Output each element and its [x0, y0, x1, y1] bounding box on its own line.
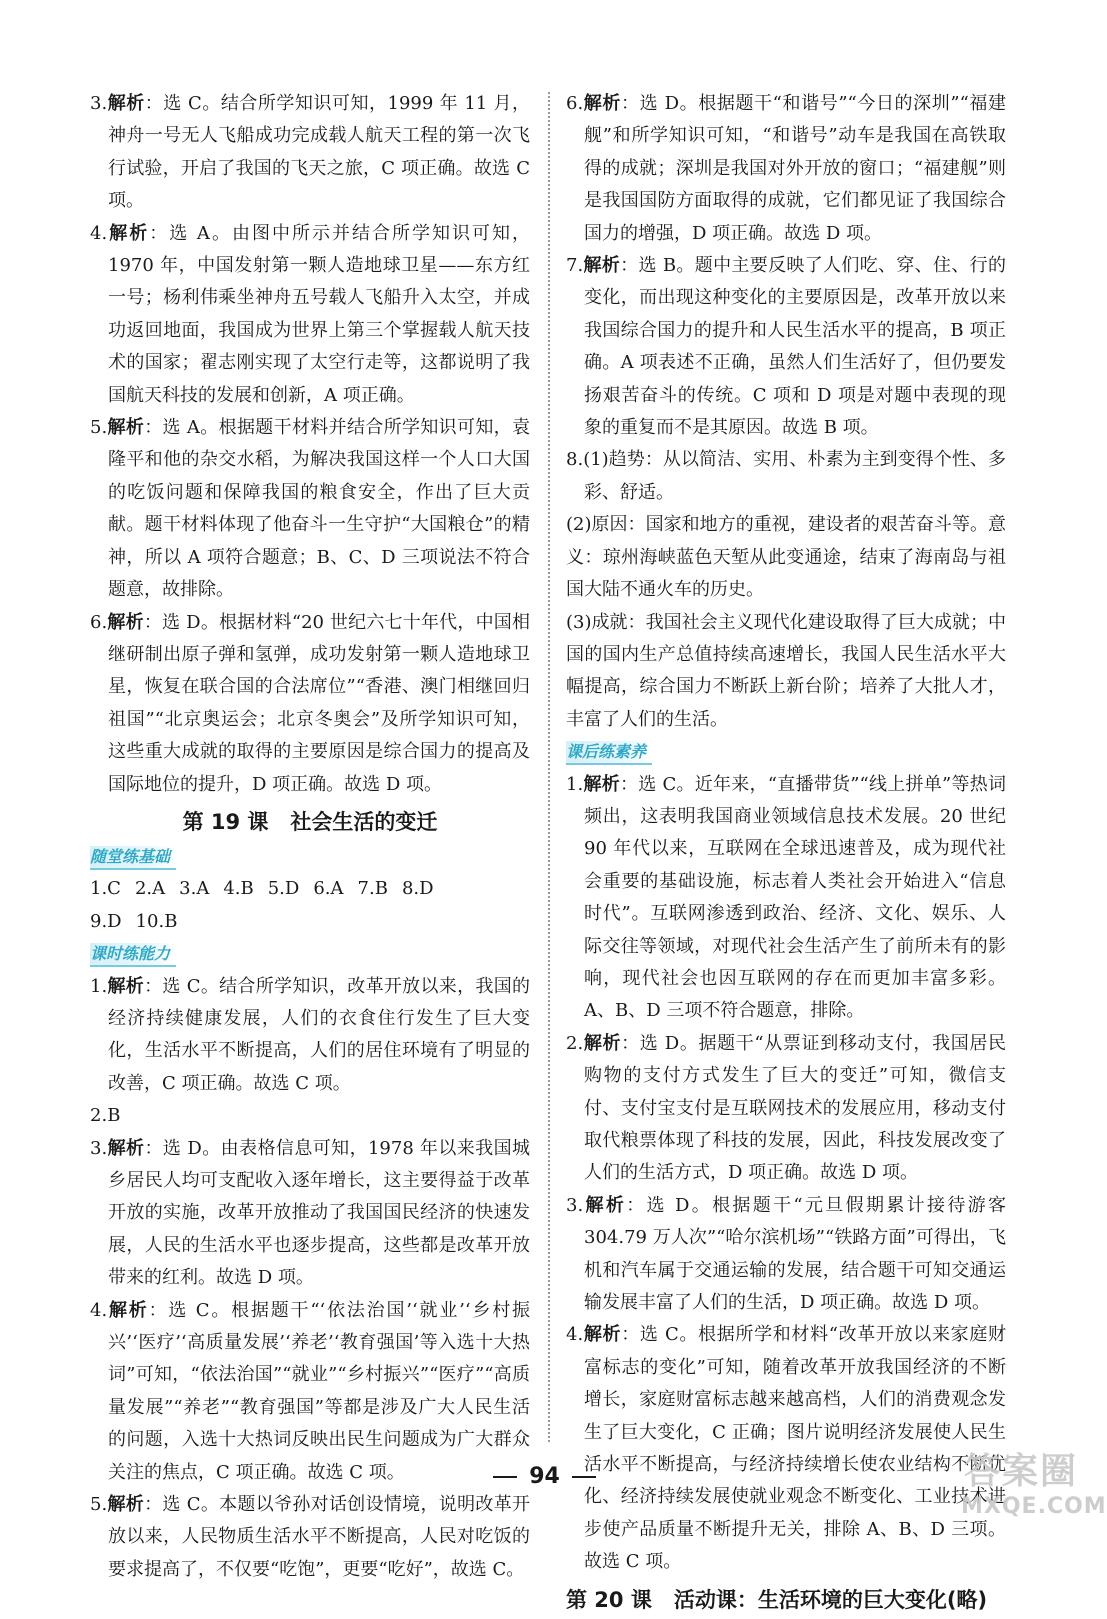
answer-item-8-part-3: (3)成就：我国社会主义现代化建设取得了巨大成就；中国的国内生产总值持续高速增长，我国人民生活水平大幅提高，综合国力不断跃上新台阶；培养了大批人才，丰富了人们的生活。 [566, 611, 1006, 730]
answer-item: 6.解析：选 D。根据材料“20 世纪六七十年代，中国相继研制出原子弹和氢弹，成功发射第一颗人造地球卫星，恢复在联合国的合法席位”“香港、澳门相继回归祖国”“北京奥运会；北京冬奥会”及所学知识可知，这些重大成就的取得的主要原因是综合国力的提高及国际地位的提升，D 项正确。故选 D 项。 [90, 611, 531, 795]
answer-item: 5.解析：选 A。根据题干材料并结合所学知识可知，袁隆平和他的杂交水稻，为解决我国这样一个人口大国的吃饭问题和保障我国的粮食安全，作出了巨大贡献。题干材料体现了他奋斗一生守护“大国粮仓”的精神，所以 A 项符合题意；B、C、D 三项说法不符合题意，故排除。 [90, 417, 531, 601]
section-heading-basic: 随堂练基础 [90, 846, 176, 870]
answer-item: 3.解析：选 C。结合所学知识可知，1999 年 11 月，神舟一号无人飞船成功完成载人航天工程的第一次飞行试验，开启了我国的飞天之旅，C 项正确。故选 C 项。 [90, 93, 530, 212]
basic-answers-line-1: 1.C 2.A 3.A 4.B 5.D 6.A 7.B 8.D [90, 878, 434, 900]
answer-item: 4.解析：选 A。由图中所示并结合所学知识可知，1970 年，中国发射第一颗人造地球卫星——东方红一号；杨利伟乘坐神舟五号载人飞船升入太空，并成功返回地面，我国成为世界上第三个掌握载人航天技术的国家；翟志刚实现了太空行走等，这都说明了我国航天科技的发展和创新，A 项正确。 [90, 222, 530, 406]
page-number: 94 [0, 1464, 1089, 1489]
answer-item: 3.解析：选 D。由表格信息可知，1978 年以来我国城乡居民人均可支配收入逐年增长，这主要得益于改革开放的实施，改革开放推动了我国国民经济的快速发展，人民的生活水平也逐步提高，这些都是改革开放带来的红利。故选 D 项。 [90, 1137, 530, 1289]
answer-item: 2.B [90, 1105, 121, 1127]
answer-item: 2.解析：选 D。据题干“从票证到移动支付，我国居民购物的支付方式发生了巨大的变迁”可知，微信支付、支付宝支付是互联网技术的发展应用，移动支付取代粮票体现了科技的发展，因此，科技发展改变了人们的生活方式，D 项正确。故选 D 项。 [566, 1032, 1006, 1184]
right-column [566, 88, 1006, 1619]
answer-item: 7.解析：选 B。题中主要反映了人们吃、穿、住、行的变化，而出现这种变化的主要原因是，改革开放以来我国综合国力的提升和人民生活水平的提高，B 项正确。A 项表述不正确，虽然人们生活好了，但仍要发扬艰苦奋斗的传统。C 项和 D 项是对题中表现的现象的重复而不是其原因。故选 B 项。 [566, 255, 1006, 439]
watermark-logo [961, 1450, 1107, 1528]
left-column [90, 88, 530, 1586]
answer-item: 4.解析：选 C。根据所学和材料“改革开放以来家庭财富标志的变化”可知，随着改革开放我国经济的不断增长，家庭财富标志越来越高档，人们的消费观念发生了巨大变化，C 正确；图片说明经济发展使人民生活水平不断提高，与经济持续增长使农业结构不断优化、经济持续发展使就业观念不断变化、工业技术进步使产品质量不断提升无关，排除 A、B、D 三项。故选 C 项。 [566, 1324, 1006, 1573]
answer-item-8-part-2: (2)原因：国家和地方的重视，建设者的艰苦奋斗等。意义：琼州海峡蓝色天堑从此变通途，结束了海南岛与祖国大陆不通火车的历史。 [566, 514, 1006, 601]
answer-item: 1.解析：选 C。结合所学知识，改革开放以来，我国的经济持续健康发展，人们的衣食住行发生了巨大变化，生活水平不断提高，人们的居住环境有了明显的改善，C 项正确。故选 C 项。 [90, 975, 530, 1094]
watermark-logo-top: 答案圈 [963, 1451, 1078, 1492]
answer-item-8-part-1: 8.(1)趋势：从以简洁、实用、朴素为主到变得个性、多彩、舒适。 [566, 449, 1006, 503]
answer-item: 1.解析：选 C。近年来，“直播带货”“线上拼单”等热词频出，这表明我国商业领域信息技术发展。20 世纪 90 年代以来，互联网在全球迅速普及，成为现代社会重要的基础设施，标志着人类社会开始进入“信息时代”。互联网渗透到政治、经济、文化、娱乐、人际交往等领域，对现代社会生活产生了前所未有的影响，现代社会也因互联网的存在而更加丰富多彩。A、B、D 三项不符合题意，排除。 [566, 773, 1006, 1022]
lesson-20-title: 第 20 课 活动课：生活环境的巨大变化(略) [566, 1587, 988, 1612]
basic-answers-line-2: 9.D 10.B [90, 910, 178, 932]
answer-item: 6.解析：选 D。根据题干“和谐号”“今日的深圳”“福建舰”和所学知识可知，“和谐号”动车是我国在高铁取得的成就；深圳是我国对外开放的窗口；“福建舰”则是我国国防方面取得的成就，它们都见证了我国综合国力的增强，D 项正确。故选 D 项。 [566, 93, 1007, 244]
answer-item: 3.解析：选 D。根据题干“元旦假期累计接待游客 304.79 万人次”“哈尔滨机场”“铁路方面”可得出，飞机和汽车属于交通运输的发展，结合题干可知交通运输发展丰富了人们的生活，D 项正确。故选 D 项。 [566, 1194, 1007, 1314]
watermark-logo-bottom: MXQE.COM [961, 1494, 1107, 1519]
section-heading-ability: 课时练能力 [90, 943, 176, 967]
page-number-dash-right [572, 1476, 596, 1478]
section-heading-after-class: 课后练素养 [566, 741, 652, 765]
answer-item: 4.解析：选 C。根据题干“‘依法治国’‘就业’‘乡村振兴’‘医疗’‘高质量发展’‘养老’‘教育强国’等入选十大热词”可知，“依法治国”“就业”“乡村振兴”“医疗”“高质量发展”“养老”“教育强国”等都是涉及广大人民生活的问题，入选十大热词反映出民生问题成为广大群众关注的焦点，C 项正确。故选 C 项。 [90, 1299, 530, 1483]
lesson-19-title: 第 19 课 社会生活的变迁 [182, 809, 438, 834]
answer-item: 5.解析：选 C。本题以爷孙对话创设情境，说明改革开放以来，人民物质生活水平不断提高，人民对吃饭的要求提高了，不仅要“吃饱”，更要“吃好”，故选 C。 [90, 1494, 530, 1580]
column-divider [548, 92, 550, 1442]
page-number-dash-left [493, 1476, 517, 1478]
